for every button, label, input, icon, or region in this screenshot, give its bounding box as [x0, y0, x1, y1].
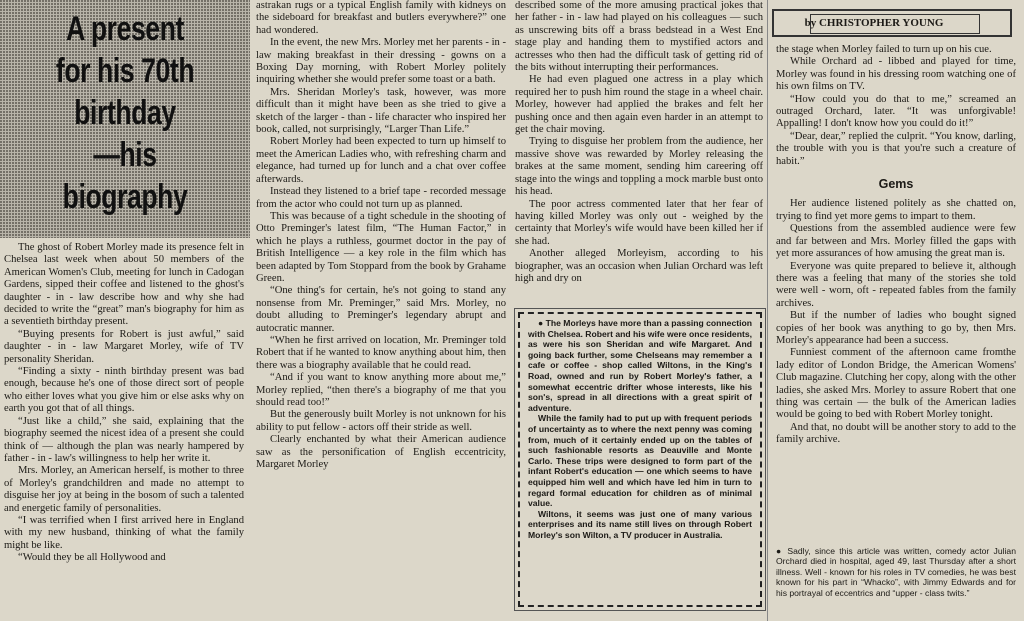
paragraph: Her audience listened politely as she chatted on, trying to find yet more gems to impart to them. [776, 198, 1016, 222]
paragraph: “Finding a sixty - ninth birthday present was bad enough, because he's one of those direct sort of people who either loves what you give him or else asks why on earth you got that of all things. [4, 366, 244, 415]
paragraph: In the event, the new Mrs. Morley met her parents - in - law making breakfast in their dressing - gowns on a Boxing Day morning, with Robert Morley politely inquiring whether she would prefer some toast or a bath. [256, 37, 506, 86]
paragraph: Instead they listened to a brief tape - recorded message from the actor who could not turn up as planned. [256, 186, 506, 210]
paragraph: He had even plagued one actress in a play which required her to push him round the stage in a wheel chair. Morley, however had applied the brakes and felt her pushing once and then again even harder in an attempt to get the chair moving. [515, 74, 763, 136]
article-column-3 [515, 0, 763, 302]
article-column-1 [4, 242, 244, 617]
column-rule [767, 0, 768, 621]
headline-line: biography [62, 178, 188, 216]
sidebar-box [518, 312, 762, 607]
paragraph: And that, no doubt will be another story to add to the family archive. [776, 421, 1016, 446]
paragraph: “When he first arrived on location, Mr. Preminger told Robert that if he wanted to know anything about him, then there was a biography available that he could read. [256, 334, 506, 371]
paragraph: But the generously built Morley is not unknown for his ability to put fellow - actors off their stride as well. [256, 409, 506, 433]
paragraph: Funniest comment of the afternoon came fromthe lady editor of London Bridge, the American Womens' Club magazine. Clutching her copy, along with the other ladies, she asked Mrs. Morley to assure Robert that one thing was certain — the bulk of the American ladies would be going to bed with Robert Morley tonight. [776, 347, 1016, 421]
paragraph: “Dear, dear,” replied the culprit. “You know, darling, the trouble with you is that you're such a creature of habit.” [776, 130, 1016, 167]
paragraph: The ghost of Robert Morley made its presence felt in Chelsea last week when about 50 members of the American Women's Club, meeting for lunch in Cadogan Gardens, sipped their coffee and listened to the ghost's daughter - in - law describe how and why she had decided to write the “great” man's biography for him as a seventieth birthday present. [4, 242, 244, 328]
headline-line: A present [66, 10, 184, 48]
paragraph: “Would they be all Hollywood and [18, 552, 166, 564]
headline-line: —his [93, 136, 157, 174]
paragraph: Everyone was quite prepared to believe it, although there was a feeling that many of the stories she told were well - worn, oft - repeated fables from the family archives. [776, 260, 1016, 309]
sidebar-paragraph: Wiltons, it seems was just one of many various enterprises and its name still lives on through Robert Morley's son Wilton, a TV producer in Australia. [528, 508, 752, 540]
headline-line: birthday [74, 94, 176, 132]
paragraph: described some of the more amusing practical jokes that her father - in - law had played on his colleagues — such as unscrewing bits off a brass bedstead in a West End stage play and handing them to mystified actors and actresses who then had the difficult task of getting rid of the bits without interrupting their performances. [515, 0, 763, 74]
paragraph: Trying to disguise her problem from the audience, her massive shove was rewarded by Morley releasing the brakes at the same moment, sending him careering off stage into the wings and toppling a mock marble bust onto his head. [515, 136, 763, 198]
paragraph: astrakan rugs or a typical English family with kidneys on the sideboard for breakfast and butlers everywhere?” one had wondered. [256, 0, 506, 36]
subheading: Gems [878, 177, 914, 192]
paragraph: “How could you do that to me,” screamed an outraged Orchard, later. “It was unforgivable! Appalling! I don't know how you could do it!” [776, 93, 1016, 130]
byline-frame [772, 9, 1012, 37]
paragraph: “Buying presents for Robert is just awful,” said daughter - in - law Margaret Morley, wife of TV personality Sheridan. [4, 328, 244, 365]
paragraph: the stage when Morley failed to turn up on his cue. [776, 44, 992, 55]
paragraph: Mrs. Sheridan Morley's task, however, was more difficult than it might have been as she tried to give a sketch of the larger - than - life character who inspired her book, called, not surprisingly, “Larger Than Life.” [256, 86, 506, 136]
paragraph: “I was terrified when I first arrived here in England with my new husband, thinking of what the family might be like. [4, 514, 244, 551]
paragraph: This was because of a tight schedule in the shooting of Otto Preminger's latest film, “The Human Factor,” in which he plays a ruthless, gourmet doctor in the pay of British Intelligence — a key role in the film which has been adapted by Tom Stoppard from the book by Grahame Green. [256, 210, 506, 284]
paragraph: Clearly enchanted by what their American audience saw as the personification of English eccentricity, Margaret Morley [256, 434, 506, 471]
paragraph: Questions from the assembled audience were few and far between and Mrs. Morley filled the gaps with yet more assurances of how amusing the great man is. [776, 223, 1016, 260]
paragraph: Another alleged Morleyism, according to his biographer, was an occasion when Julian Orchard was left high and dry on [515, 248, 763, 284]
article-column-2 [256, 0, 506, 617]
paragraph: “One thing's for certain, he's not going to stand any nonsense from Mr. Preminger,” said Mrs. Morley, no doubt alluding to Preminger's legendary abrupt and autocratic manner. [256, 285, 506, 334]
paragraph: “And if you want to know anything more about me,” Morley replied, “then there's a biography of me that you should read too!” [256, 372, 506, 408]
article-column-4 [776, 44, 1016, 564]
headline-panel [0, 0, 250, 238]
headline-line: for his 70th [55, 52, 195, 90]
sidebar-paragraph: While the family had to put up with frequent periods of uncertainty as to where the next penny was coming from, much of it certainly ended up on the tables of such fashionable resorts as Deauville and Monte Carlo. These trips were designed to form part of the infant Robert's education — one which seems to have equipped him well and which have led him in turn to regard formal education for children as of minimal value. [528, 413, 752, 509]
paragraph: Mrs. Morley, an American herself, is mother to three of Morley's grandchildren and made no attempt to disguise her joy at being in the bosom of such a talented and energetic family of personalities. [4, 465, 244, 514]
sidebar-paragraph: ● The Morleys have more than a passing connection with Chelsea. Robert and his wife were once residents, as were his son Sheridan and wife Margaret. And going back further, some Chelseans may remember a cafe or coffee - shop called Wiltons, in the King's Road, owned and run by Robert Morley's father, a somewhat eccentric drifter whose interests, like his son's, spread in all directions with a great spirit of adventure. [528, 318, 752, 413]
byline: by CHRISTOPHER YOUNG [804, 17, 944, 29]
headline [28, 8, 223, 218]
paragraph: But if the number of ladies who bought signed copies of her book was anything to go by, then Mrs. Morley's appearance had been a success. [776, 310, 1016, 346]
paragraph: “Just like a child,” she said, explaining that the biography seemed the nicest idea of a present she could think of — although the plan was nearly hampered by father - in - law's willingness to help her write it. [4, 415, 244, 464]
paragraph: The poor actress commented later that her fear of having killed Morley was only out - weighed by the certainty that Morley's wife would have been killed her if she had. [515, 198, 763, 247]
paragraph: While Orchard ad - libbed and played for time, Morley was found in his dressing room watching one of his own films on TV. [776, 56, 1016, 93]
paragraph: Robert Morley had been expected to turn up himself to meet the American Ladies who, with refreshing charm and elegance, had turned up for lunch and a chat over coffee afterwards. [256, 136, 506, 185]
footnote: ● Sadly, since this article was written, comedy actor Julian Orchard died in hospital, aged 49, last Thursday after a short illness. Well - known for his roles in TV comedies, he was best known for his part in “Whacko”, with Jimmy Edwards and for his portrayal of eccentrics and “upper - class twits.” [776, 546, 1016, 598]
